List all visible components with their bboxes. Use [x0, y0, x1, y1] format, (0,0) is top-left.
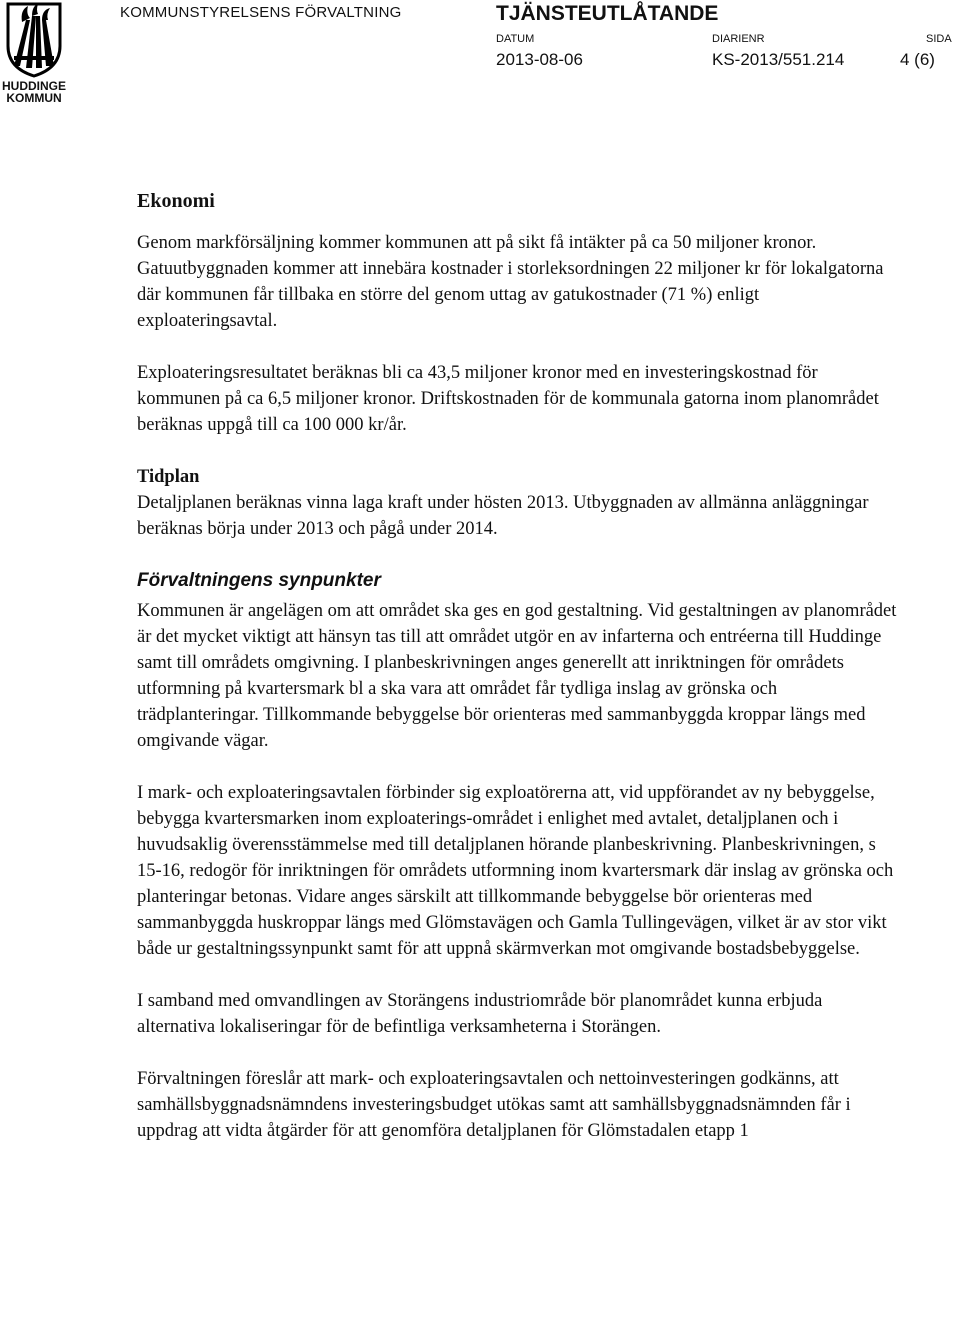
logo-line-1: HUDDINGE [2, 79, 67, 93]
ekonomi-paragraph-2: Exploateringsresultatet beräknas bli ca 43,5 miljoner kronor med en investeringskostnad för kommunen på ca 6,5 miljoner kronor. Driftskostnaden för de kommunala gatorna inom planområdet beräknas uppgå till ca 100 000 kr/år. [137, 363, 879, 435]
document-body [137, 188, 897, 1144]
page-label: SIDA [926, 33, 952, 45]
logo-text [2, 80, 66, 104]
date-value: 2013-08-06 [496, 50, 583, 69]
forvaltning-paragraph-4: Förvaltningen föreslår att mark- och exploateringsavtalen och nettoinvesteringen godkänns, att samhällsbyggnadsnämndens investeringsbudget utökas samt att samhällsbyggnadsnämnden får i uppdrag att vidta åtgärder för att genomföra detaljplanen för Glömstadalen etapp 1 [137, 1069, 851, 1141]
logo-line-2: KOMMUN [6, 91, 62, 105]
ekonomi-heading: Ekonomi [137, 190, 215, 212]
huddinge-logo [0, 0, 68, 108]
document-type: TJÄNSTEUTLÅTANDE [496, 2, 719, 25]
diary-label: DIARIENR [712, 33, 765, 45]
ekonomi-paragraph-1: Genom markförsäljning kommer kommunen att på sikt få intäkter på ca 50 miljoner kronor. Gatuutbyggnaden kommer att innebära kostnader i storleksordningen 22 miljoner kr för lokalgatorna där kommunen får tillbaka en större del genom uttag av gatukostnader (71 %) enligt exploateringsavtal. [137, 233, 884, 331]
organization-name: KOMMUNSTYRELSENS FÖRVALTNING [120, 4, 402, 21]
forvaltning-paragraph-2: I mark- och exploateringsavtalen förbinder sig exploatörerna att, vid uppförandet av ny bebyggelse, bebygga kvartersmarken inom exploaterings-området i enlighet med avtalet, detaljplanen och i huvudsaklig överensstämmelse med till detaljplanen hörande planbeskrivning. Planbeskrivningen, s 15-16, redogör för inriktningen för områdets utformning inom kvartersmark där inslag av grönska och planteringar betonas. Vidare anges särskilt att tillkommande bebyggelse bör orienteras med sammanbyggda huskroppar längs med Glömstavägen och Gamla Tullingevägen, vilket är av stor vikt både ur gestaltningssynpunkt samt för att uppnå skärmverkan mot omgivande bostadsbebyggelse. [137, 783, 894, 959]
forvaltning-paragraph-3: I samband med omvandlingen av Storängens industriområde bör planområdet kunna erbjuda alternativa lokaliseringar för de befintliga verksamheterna i Storängen. [137, 991, 823, 1037]
tidplan-paragraph: Detaljplanen beräknas vinna laga kraft under hösten 2013. Utbyggnaden av allmänna anläggningar beräknas börja under 2013 och pågå under 2014. [137, 493, 869, 539]
page-value: 4 (6) [900, 50, 935, 69]
date-label: DATUM [496, 33, 535, 45]
diary-value: KS-2013/551.214 [712, 50, 845, 69]
tidplan-heading: Tidplan [137, 467, 200, 487]
forvaltning-paragraph-1: Kommunen är angelägen om att området ska ges en god gestaltning. Vid gestaltningen av planområdet är det mycket viktigt att hänsyn tas till att området utgör en av infarterna och entréerna till Huddinge samt till områdets omgivning. I planbeskrivningen anges generellt att inriktningen för områdets utformning på kvartersmark bl a ska vara att området får tydliga inslag av grönska och trädplanteringar. Tillkommande bebyggelse bör orienteras med sammanbyggda kroppar längs med omgivande vägar. [137, 601, 897, 751]
forvaltning-heading: Förvaltningens synpunkter [137, 570, 381, 591]
coat-of-arms-icon [6, 2, 62, 78]
